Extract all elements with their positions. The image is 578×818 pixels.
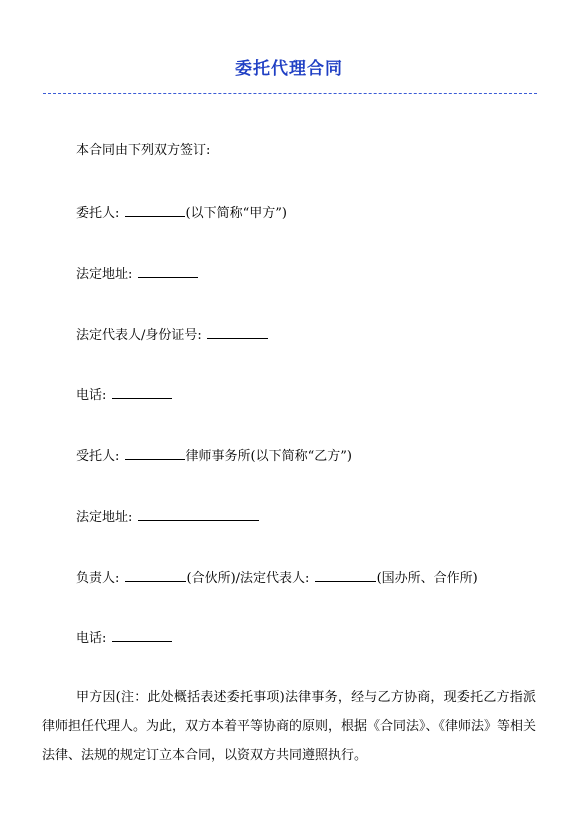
party-a-rep-label: 法定代表人/身份证号:	[76, 328, 202, 343]
partnership-note: (合伙所)/法定代表人:	[186, 571, 310, 586]
state-note: (国办所、合作所)	[376, 571, 478, 586]
party-a-address-blank	[138, 263, 198, 278]
principal-blank	[125, 202, 185, 217]
party-a-rep-blank	[207, 324, 268, 339]
party-b-address-line	[76, 506, 260, 528]
legal-rep-blank	[315, 567, 376, 582]
principal-suffix: (以下简称“甲方”)	[185, 206, 287, 221]
title-divider	[43, 93, 537, 94]
principal-label: 委托人:	[76, 206, 120, 221]
agent-suffix: 律师事务所(以下简称“乙方”)	[185, 449, 352, 464]
responsible-label: 负责人:	[76, 571, 120, 586]
document-title: 委托代理合同	[235, 59, 343, 79]
party-a-phone-line	[76, 384, 173, 406]
responsible-line	[76, 567, 478, 589]
party-a-rep-line	[76, 324, 269, 346]
party-a-address-label: 法定地址:	[76, 267, 133, 282]
party-a-phone-blank	[112, 384, 172, 399]
party-b-address-label: 法定地址:	[76, 510, 133, 525]
intro-line: 本合同由下列双方签订:	[76, 143, 211, 158]
party-a-phone-label: 电话:	[76, 388, 107, 403]
principal-line	[76, 202, 287, 224]
body-paragraph: 甲方因(注：此处概括表述委托事项)法律事务，经与乙方协商，现委托乙方指派律师担任代理人。为此，双方本着平等协商的原则，根据《合同法》、《律师法》等相关法律、法规的规定订立本合同，以资双方共同遵照执行。	[42, 690, 537, 763]
agent-line	[76, 445, 352, 467]
responsible-blank	[125, 567, 186, 582]
party-b-phone-line	[76, 627, 173, 649]
party-b-address-blank	[138, 506, 259, 521]
party-b-phone-blank	[112, 627, 172, 642]
party-a-address-line	[76, 263, 199, 285]
agent-blank	[125, 445, 185, 460]
agent-label: 受托人:	[76, 449, 120, 464]
party-b-phone-label: 电话:	[76, 631, 107, 646]
